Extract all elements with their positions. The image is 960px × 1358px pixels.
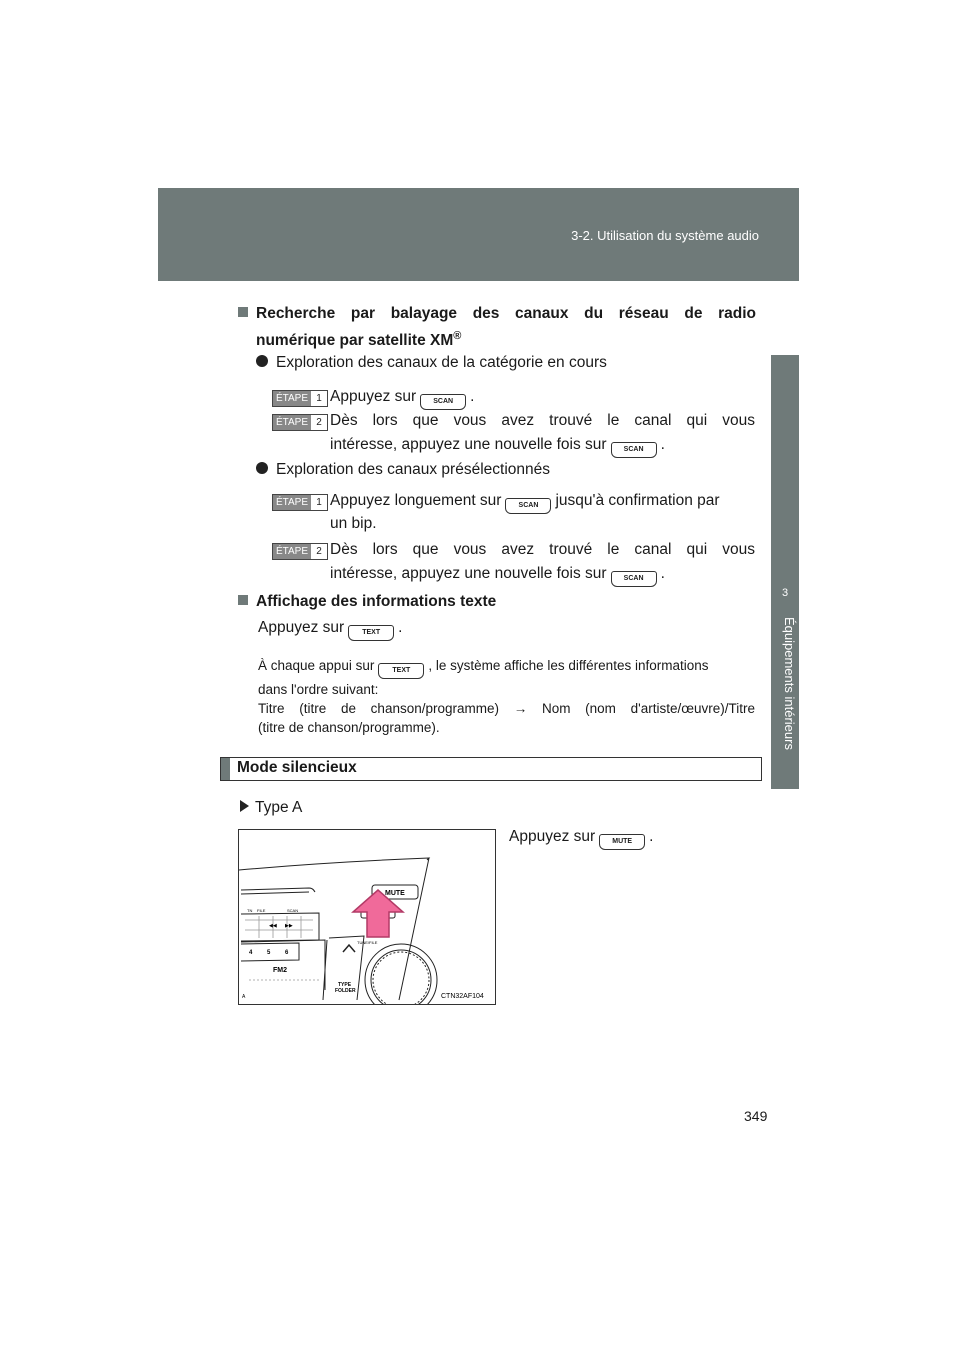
body-text: Appuyez sur TEXT . [258,617,402,641]
sub-heading-2: Exploration des canaux présélectionnés [256,459,550,481]
triangle-bullet-icon [240,800,249,812]
scan-key-icon: SCAN [505,498,551,514]
text-key-icon: TEXT [348,625,394,641]
forward-label: ▶▶ [285,923,293,929]
rewind-label: ◀◀ [269,923,277,929]
button-6-label: 6 [285,950,289,956]
tn-label: TN [247,908,253,913]
step-badge-2: ÉTAPE 2 [272,543,328,560]
type-label: Type A [240,797,302,819]
scan-key-icon: SCAN [611,571,657,587]
fm2-label: FM2 [273,967,287,974]
step-text: intéresse, appuyez une nouvelle fois sur SCAN . [330,434,665,458]
page-number: 349 [744,1108,768,1124]
step-text: Appuyez longuement sur SCAN jusqu'à confirmation par [330,490,720,514]
title-accent [221,758,230,780]
section-title-bar: Mode silencieux [220,757,762,781]
button-5-label: 5 [267,950,271,956]
round-bullet-icon [256,462,268,474]
step-text: Dès lors que vous avez trouvé le canal qui vous [330,541,755,558]
scan-key-icon: SCAN [420,394,466,410]
tune-label: TUNE/FILE [357,940,378,945]
type-label: TYPE [338,982,352,988]
step-badge-2: ÉTAPE 2 [272,414,328,431]
section1-heading: Recherche par balayage des canaux du réseau de radio numérique par satellite XM® [238,303,756,352]
note-text: À chaque appui sur TEXT , le système affiche les différentes informations [258,656,755,679]
chapter-label: Équipements intérieurs [782,617,797,750]
step-text: Appuyez sur SCAN . [330,386,474,410]
round-bullet-icon [256,355,268,367]
step-text: intéresse, appuyez une nouvelle fois sur SCAN . [330,563,665,587]
square-bullet-icon [238,595,248,605]
sub-heading-1: Exploration des canaux de la catégorie en cours [256,352,607,374]
note-text: dans l'ordre suivant: [258,682,379,697]
step-text: Dès lors que vous avez trouvé le canal qui vous [330,412,755,429]
step-badge-1: ÉTAPE 1 [272,390,328,407]
step-text: un bip. [330,515,377,532]
note-text: (titre de chanson/programme). [258,720,440,735]
section2-heading: Affichage des informations texte [238,591,496,613]
mute-key-icon: MUTE [599,834,645,850]
figure-code: CTN32AF104 [441,993,484,1000]
folder-label: FOLDER [335,988,356,994]
audio-panel-illustration [238,829,496,1005]
page-header [158,188,799,281]
scan-key-icon: SCAN [611,442,657,458]
chapter-number: 3 [781,587,789,599]
text-key-icon: TEXT [378,663,424,679]
button-4-label: 4 [249,950,253,956]
chapter-tab[interactable] [771,355,799,789]
mute-label: MUTE [385,890,405,897]
body-text: Appuyez sur MUTE . [509,826,653,850]
scan-label: SCAN [287,908,299,913]
square-bullet-icon [238,307,248,317]
file-label: FILE [257,908,266,913]
section-title: 3-2. Utilisation du système audio [571,228,759,243]
a-label: A [242,994,246,1000]
note-text: Titre (titre de chanson/programme) → Nom (nom d'artiste/œuvre)/Titre [258,701,755,716]
step-badge-1: ÉTAPE 1 [272,494,328,511]
